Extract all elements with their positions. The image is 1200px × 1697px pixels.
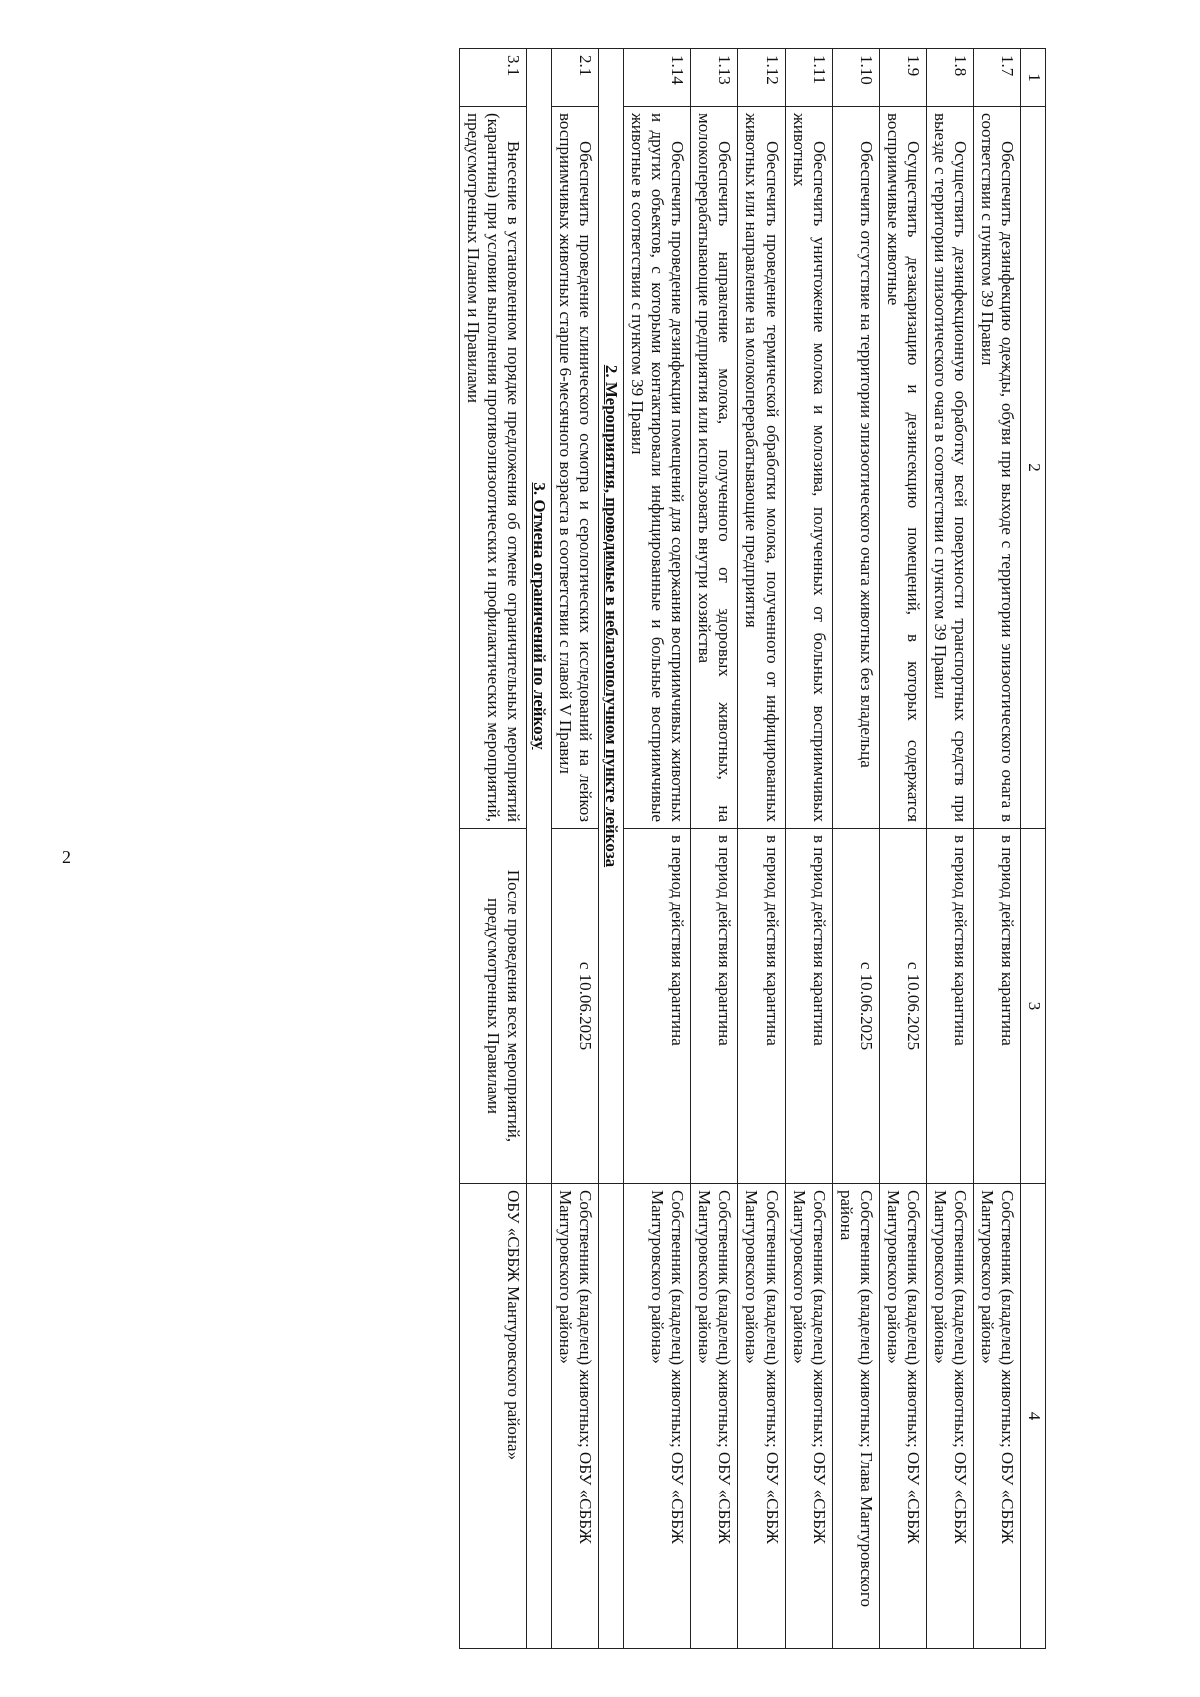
measures-table — [459, 48, 1046, 1649]
row-responsible: Собственник (владелец) животных; ОБУ «СББЖ Мантуровского района» — [552, 1184, 599, 1649]
row-number: 1.11 — [785, 49, 832, 107]
row-term: в период действия карантина — [691, 829, 738, 1184]
table-row — [973, 49, 1020, 1649]
table-row — [624, 49, 691, 1649]
row-number: 1.13 — [691, 49, 738, 107]
row-responsible: Собственник (владелец) животных; ОБУ «СББЖ Мантуровского района» — [785, 1184, 832, 1649]
section-2-header-row — [599, 49, 624, 1649]
row-number: 1.14 — [624, 49, 691, 107]
header-cell-2: 2 — [1021, 107, 1046, 829]
table-row — [738, 49, 785, 1649]
row-term: с 10.06.2025 — [832, 829, 879, 1184]
header-cell-1: 1 — [1021, 49, 1046, 107]
table-row — [691, 49, 738, 1649]
row-responsible: Собственник (владелец) животных; Глава Мантуровского района — [832, 1184, 879, 1649]
row-number: 1.9 — [879, 49, 926, 107]
row-term: в период действия карантина — [973, 829, 1020, 1184]
table-row — [879, 49, 926, 1649]
row-responsible: Собственник (владелец) животных; ОБУ «СББЖ Мантуровского района» — [691, 1184, 738, 1649]
table-row — [785, 49, 832, 1649]
header-cell-4: 4 — [1021, 1184, 1046, 1649]
row-number: 1.12 — [738, 49, 785, 107]
row-responsible: ОБУ «СББЖ Мантуровского района» — [459, 1184, 526, 1649]
row-action: Обеспечить проведение термической обработки молока, полученного от инфицированных животных или направление на молокоперерабатывающие предприятия — [738, 107, 785, 829]
row-responsible: Собственник (владелец) животных; ОБУ «СББЖ Мантуровского района» — [624, 1184, 691, 1649]
table-row — [832, 49, 879, 1649]
row-term: в период действия карантина — [624, 829, 691, 1184]
table-row — [459, 49, 526, 1649]
row-action: Осуществить дезакаризацию и дезинсекцию помещений, в которых содержатся восприимчивые животные — [879, 107, 926, 829]
section-3-title: 3. Отмена ограничений по лейкозу — [527, 49, 552, 1184]
page-number: 2 — [62, 847, 71, 867]
row-number: 2.1 — [552, 49, 599, 107]
row-action: Обеспечить проведение клинического осмотра и серологических исследований на лейкоз восприимчивых животных старше 6-месячного возраста в соответствии с главой V Правил — [552, 107, 599, 829]
table-header-row — [1021, 49, 1046, 1649]
row-action: Обеспечить проведение дезинфекции помещений для содержания восприимчивых животных и других объектов, с которыми контактировали инфицированные и больные восприимчивые животные в соответствии с пунктом 39 Правил — [624, 107, 691, 829]
table-row — [552, 49, 599, 1649]
row-action: Обеспечить уничтожение молока и молозива, полученных от больных восприимчивых животных — [785, 107, 832, 829]
row-number: 1.8 — [926, 49, 973, 107]
row-term: с 10.06.2025 — [879, 829, 926, 1184]
row-action: Обеспечить отсутствие на территории эпизоотического очага животных без владельца — [832, 107, 879, 829]
header-cell-3: 3 — [1021, 829, 1046, 1184]
row-action: Внесение в установленном порядке предложения об отмене ограничительных мероприятий (карантина) при условии выполнения противоэпизоотических и профилактических мероприятий, предусмотренных Планом и Правилами — [459, 107, 526, 829]
row-responsible: Собственник (владелец) животных; ОБУ «СББЖ Мантуровского района» — [973, 1184, 1020, 1649]
section-2-title: 2. Мероприятия, проводимые в неблагополучном пункте лейкоза — [599, 49, 624, 1184]
row-responsible: Собственник (владелец) животных; ОБУ «СББЖ Мантуровского района» — [926, 1184, 973, 1649]
row-action: Обеспечить направление молока, полученного от здоровых животных, на молокоперерабатывающие предприятия или использовать внутри хозяйства — [691, 107, 738, 829]
table-row — [926, 49, 973, 1649]
section-2-empty-cell — [599, 1184, 624, 1649]
section-3-header-row — [527, 49, 552, 1649]
row-term: в период действия карантина — [738, 829, 785, 1184]
section-3-empty-cell — [527, 1184, 552, 1649]
row-action: Обеспечить дезинфекцию одежды, обуви при выходе с территории эпизоотического очага в соответствии с пунктом 39 Правил — [973, 107, 1020, 829]
row-term: с 10.06.2025 — [552, 829, 599, 1184]
row-action: Осуществить дезинфекционную обработку всей поверхности транспортных средств при выезде с территории эпизоотического очага в соответствии с пунктом 39 Правил — [926, 107, 973, 829]
row-term: в период действия карантина — [785, 829, 832, 1184]
row-responsible: Собственник (владелец) животных; ОБУ «СББЖ Мантуровского района» — [738, 1184, 785, 1649]
row-number: 3.1 — [459, 49, 526, 107]
row-responsible: Собственник (владелец) животных; ОБУ «СББЖ Мантуровского района» — [879, 1184, 926, 1649]
row-term: в период действия карантина — [926, 829, 973, 1184]
row-number: 1.10 — [832, 49, 879, 107]
row-number: 1.7 — [973, 49, 1020, 107]
row-term: После проведения всех мероприятий, предусмотренных Правилами — [459, 829, 526, 1184]
rotated-table-container — [96, 48, 1046, 1648]
